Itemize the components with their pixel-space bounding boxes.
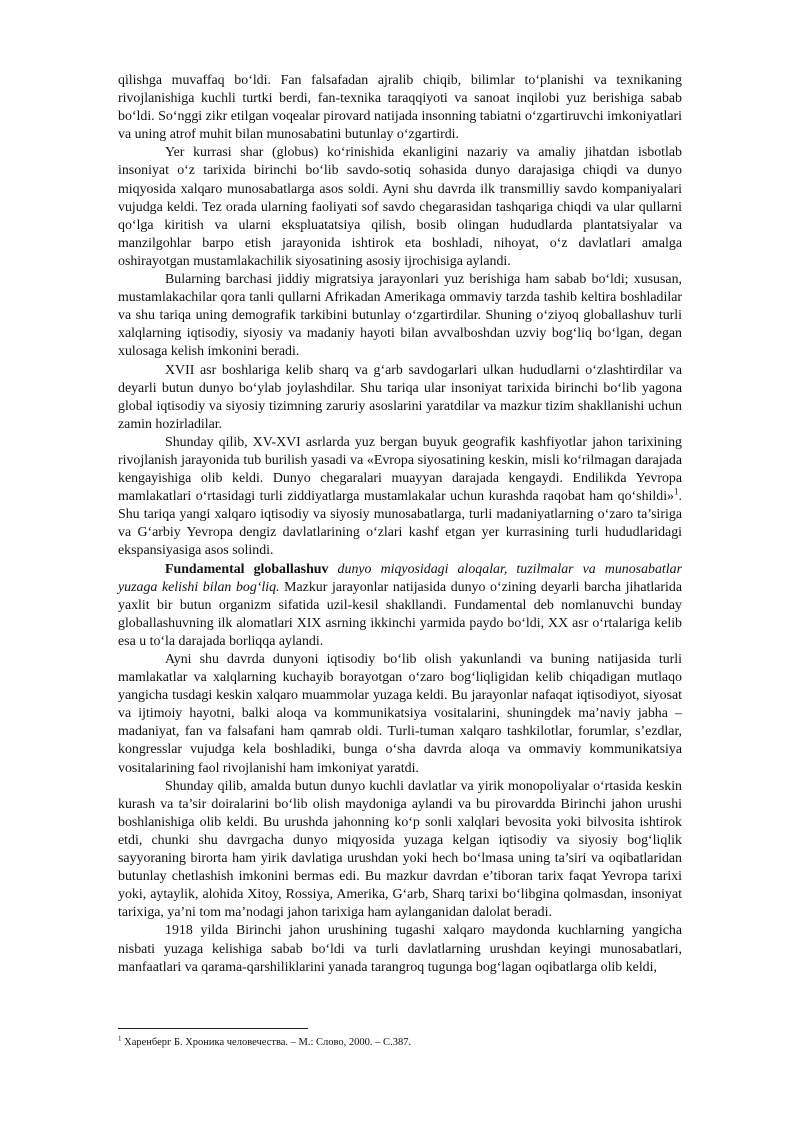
footnote xyxy=(118,1036,682,1049)
paragraph-fundamental-globalization xyxy=(118,561,682,651)
paragraph-text: Shunday qilib, XV-XVI asrlarda yuz bergan buyuk geografik kashfiyotlar jahon tarixining rivojlanish jarayonida tub burilish yasadi va «Evropa siyosatining keskin, misli ko‘rilmagan darajada kengayishiga olib keldi. Dunyo chegaralari muayyan darajada kengaydi. Endilikda Yevropa mamlakatlari o‘rtasidagi turli ziddiyatlarga mustamlakalar uchun kurashda raqobat ham qo‘shildi» xyxy=(118,434,682,505)
italic-definition: dunyo miqyosidagi aloqalar, tuzilmalar va munosabatlar yuzaga kelishi bilan bog‘liq. xyxy=(118,561,682,595)
footnote-divider xyxy=(118,1028,308,1029)
paragraph-world-war: Shunday qilib, amalda butun dunyo kuchli davlatlar va yirik monopoliyalar o‘rtasida keskin kurash va ta’sir doiralarini bo‘lib olish maydoniga aylandi va bu pirovardda Birinchi jahon urushi boshlanishiga olib keldi. Bu urushda jahonning ko‘p sonli xalqlari bevosita yoki bilvosita ishtirok etdi, chunki shu davrgacha dunyo miqyosida yuzaga kelgan iqtisodiy va siyosiy bog‘liqlik sayyoraning birorta ham yirik davlatiga urushdan yoki hech bo‘lmasa uning ta’siri va oqibatlaridan butunlay chetlashish imkonini bermas edi. Bu mazkur davrdan e’tiboran tarix faqat Yevropa tarixi yoki, aytaylik, alohida Xitoy, Rossiya, Amerika, G‘arb, Sharq tarixi bo‘libgina qolmasdan, insoniyat tarixiga, ya’ni tom ma’nodagi jahon tarixiga ham aylanganidan dalolat beradi. xyxy=(118,778,682,921)
paragraph-migration: Bularning barchasi jiddiy migratsiya jarayonlari yuz berishiga ham sabab bo‘ldi; xususan, mustamlakachilar qora tanli qullarni Afrikadan Amerikaga ommaviy tarzda tashib keltira boshladilar va shu tariqa uning demografik tarkibini butunlay o‘zgartirdilar. Shuning o‘ziyoq globallashuv turli xalqlarning iqtisodiy, siyosiy va madaniy hayoti bilan avvalboshdan uzviy bog‘liq bo‘lgan, degan xulosaga kelish imkonini beradi. xyxy=(118,272,682,360)
page-body xyxy=(118,72,682,977)
paragraph-geographic-discoveries xyxy=(118,434,682,561)
paragraph-continuation: qilishga muvaffaq bo‘ldi. Fan falsafadan ajralib chiqib, bilimlar to‘planishi va texnikaning rivojlanishiga kuchli turtki berdi, fan-texnika taraqqiyoti va sanoat inqilobi yuz berishiga sabab bo‘ldi. So‘nggi zikr etilgan voqealar pirovard natijada insonning tabiatni o‘zgartiruvchi imkoniyatlari va uning atrof muhit bilan munosabatini butunlay o‘zgartirdi. xyxy=(118,73,682,143)
bold-term: Fundamental globallashuv xyxy=(165,561,329,577)
paragraph-globe-trade: Yer kurrasi shar (globus) ko‘rinishida ekanligini nazariy va amaliy jihatdan isbotlab insoniyat o‘z tarixida birinchi bo‘lib savdo-sotiq sohasida dunyo darajasiga chiqdi va dunyo miqyosida xalqaro munosabatlarga asos soldi. Ayni shu davrda ilk transmilliy savdo kompaniyalari vujudga keldi. Tez orada ularning faoliyati sof savdo chegarasidan tashqariga chiqdi va ular qullarni qo‘lga kiritish va ularni ekspluatatsiya qilish, bosib olingan hududlarda plantatsiyalar va manzilgohlar barpo etish jarayonida ishtirok eta boshladi, nihoyat, o‘z davlatlari amalga oshirayotgan mustamlakachilik siyosatining asosiy ijrochisiga aylandi. xyxy=(118,145,682,269)
paragraph-1918: 1918 yilda Birinchi jahon urushining tugashi xalqaro maydonda kuchlarning yangicha nisbati yuzaga kelishiga sabab bo‘ldi va turli davlatlarning urushdan keyingi munosabatlari, manfaatlari va qarama-qarshiliklarini yanada tarangroq tugunga bog‘lagan oqibatlarga olib keldi, xyxy=(118,923,682,975)
footnote-text: Харенберг Б. Хроника человечества. – М.: Слово, 2000. – С.387. xyxy=(121,1037,412,1048)
footnote-number: 1 xyxy=(118,1034,122,1043)
footnote-reference[interactable]: 1 xyxy=(674,486,679,497)
paragraph-xvii-century: XVII asr boshlariga kelib sharq va g‘arb savdogarlari ulkan hududlarni o‘zlashtirdilar va deyarli butun dunyo bo‘ylab joylashdilar. Shu tariqa ular insoniyat tarixida birinchi bo‘lib yagona global iqtisodiy va siyosiy tizimning zaruriy asoslarini yaratdilar va mazkur tizim shakllanishi uchun zamin hozirladilar. xyxy=(118,362,682,432)
paragraph-text: Mazkur jarayonlar natijasida dunyo o‘zining deyarli barcha jihatlarida yaxlit bir butun organizm sifatida uzil-kesil shakllandi. Fundamental deb nomlanuvchi bunday globallashuvning ilk alomatlari XIX asrning ikkinchi yarmida paydo bo‘ldi, XX asr o‘rtalariga kelib esa u to‘la darajada borliqqa aylandi. xyxy=(118,579,682,649)
paragraph-text: . Shu tariqa yangi xalqaro iqtisodiy va siyosiy munosabatlarga, turli madaniyatlarning o‘zaro ta’siriga va G‘arbiy Yevropa dengiz davlatlarining o‘zlari kashf etgan yer kurrasining turli hududlaridagi ekspansiyasiga asos solindi. xyxy=(118,489,682,559)
paragraph-economic-division: Ayni shu davrda dunyoni iqtisodiy bo‘lib olish yakunlandi va buning natijasida turli mamlakatlar va xalqlarning kuchayib borayotgan o‘zaro bog‘liqligidan kelib chiqadigan mutlaqo yangicha tusdagi keskin xalqaro muammolar yuzaga keldi. Bu jarayonlar nafaqat iqtisodiyot, siyosat va ijtimoiy hayotni, balki aloqa va kommunikatsiya vositalarini, shuningdek ma’naviy jabha – madaniyat, fan va falsafani ham qamrab oldi. Turli-tuman xalqaro tashkilotlar, forumlar, s’ezdlar, kongresslar vujudga kela boshladiki, bunga o‘sha davrda aloqa va ommaviy kommunikatsiya vositalarining faol rivojlanishi ham imkoniyat yaratdi. xyxy=(118,652,682,776)
